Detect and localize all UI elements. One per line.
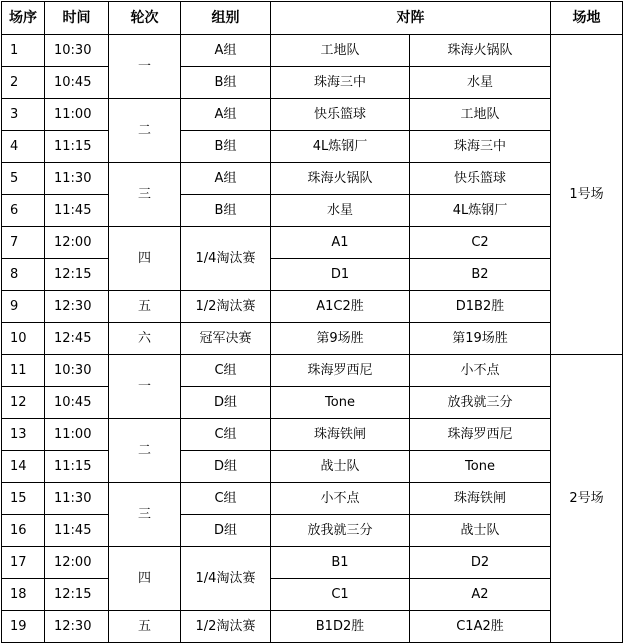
group-cell: A组 — [181, 99, 271, 131]
group-cell: A组 — [181, 35, 271, 67]
round-cell: 二 — [109, 99, 181, 163]
seq-cell: 7 — [2, 227, 45, 259]
table-row — [2, 579, 623, 611]
group-cell: 1/4淘汰赛 — [181, 547, 271, 611]
seq-cell: 4 — [2, 131, 45, 163]
team1-cell: C1 — [271, 579, 410, 611]
table-row — [2, 259, 623, 291]
header-venue: 场地 — [551, 2, 623, 35]
team2-cell: 珠海罗西尼 — [410, 419, 551, 451]
time-cell: 12:45 — [45, 323, 109, 355]
time-cell: 12:30 — [45, 611, 109, 643]
group-cell: 1/2淘汰赛 — [181, 291, 271, 323]
table-row — [2, 291, 623, 323]
team2-cell: 小不点 — [410, 355, 551, 387]
group-cell: B组 — [181, 67, 271, 99]
header-row — [2, 2, 623, 35]
team1-cell: 珠海三中 — [271, 67, 410, 99]
seq-cell: 8 — [2, 259, 45, 291]
time-cell: 11:30 — [45, 163, 109, 195]
team1-cell: 战士队 — [271, 451, 410, 483]
seq-cell: 17 — [2, 547, 45, 579]
round-cell: 四 — [109, 547, 181, 611]
team1-cell: B1 — [271, 547, 410, 579]
time-cell: 12:30 — [45, 291, 109, 323]
team2-cell: C1A2胜 — [410, 611, 551, 643]
seq-cell: 1 — [2, 35, 45, 67]
team2-cell: 第19场胜 — [410, 323, 551, 355]
time-cell: 10:45 — [45, 387, 109, 419]
seq-cell: 6 — [2, 195, 45, 227]
team1-cell: 4L炼钢厂 — [271, 131, 410, 163]
time-cell: 11:30 — [45, 483, 109, 515]
team2-cell: 战士队 — [410, 515, 551, 547]
group-cell: 1/2淘汰赛 — [181, 611, 271, 643]
group-cell: A组 — [181, 163, 271, 195]
team2-cell: 4L炼钢厂 — [410, 195, 551, 227]
seq-cell: 3 — [2, 99, 45, 131]
header-match: 对阵 — [271, 2, 551, 35]
header-group: 组别 — [181, 2, 271, 35]
team1-cell: 工地队 — [271, 35, 410, 67]
table-row — [2, 163, 623, 195]
group-cell: D组 — [181, 387, 271, 419]
seq-cell: 13 — [2, 419, 45, 451]
team1-cell: Tone — [271, 387, 410, 419]
header-time: 时间 — [45, 2, 109, 35]
time-cell: 12:00 — [45, 547, 109, 579]
team2-cell: D2 — [410, 547, 551, 579]
time-cell: 11:45 — [45, 515, 109, 547]
team1-cell: 第9场胜 — [271, 323, 410, 355]
seq-cell: 5 — [2, 163, 45, 195]
table-row — [2, 355, 623, 387]
team1-cell: A1C2胜 — [271, 291, 410, 323]
time-cell: 11:45 — [45, 195, 109, 227]
time-cell: 11:00 — [45, 419, 109, 451]
team2-cell: B2 — [410, 259, 551, 291]
time-cell: 11:00 — [45, 99, 109, 131]
team1-cell: 快乐篮球 — [271, 99, 410, 131]
team1-cell: 珠海罗西尼 — [271, 355, 410, 387]
seq-cell: 16 — [2, 515, 45, 547]
round-cell: 三 — [109, 163, 181, 227]
seq-cell: 14 — [2, 451, 45, 483]
time-cell: 10:30 — [45, 355, 109, 387]
round-cell: 六 — [109, 323, 181, 355]
team2-cell: A2 — [410, 579, 551, 611]
team2-cell: 珠海铁闸 — [410, 483, 551, 515]
time-cell: 12:15 — [45, 259, 109, 291]
team1-cell: A1 — [271, 227, 410, 259]
group-cell: B组 — [181, 131, 271, 163]
table-row — [2, 99, 623, 131]
round-cell: 一 — [109, 35, 181, 99]
round-cell: 五 — [109, 611, 181, 643]
venue-cell: 2号场 — [551, 355, 623, 643]
team2-cell: 水星 — [410, 67, 551, 99]
team2-cell: 工地队 — [410, 99, 551, 131]
seq-cell: 2 — [2, 67, 45, 99]
round-cell: 五 — [109, 291, 181, 323]
time-cell: 11:15 — [45, 451, 109, 483]
table-row — [2, 387, 623, 419]
round-cell: 三 — [109, 483, 181, 547]
group-cell: D组 — [181, 515, 271, 547]
time-cell: 11:15 — [45, 131, 109, 163]
table-row — [2, 35, 623, 67]
team2-cell: 珠海三中 — [410, 131, 551, 163]
schedule-table — [1, 1, 623, 643]
seq-cell: 10 — [2, 323, 45, 355]
team2-cell: C2 — [410, 227, 551, 259]
header-round: 轮次 — [109, 2, 181, 35]
group-cell: 冠军决赛 — [181, 323, 271, 355]
header-seq: 场序 — [2, 2, 45, 35]
team1-cell: 放我就三分 — [271, 515, 410, 547]
table-row — [2, 323, 623, 355]
team2-cell: 放我就三分 — [410, 387, 551, 419]
seq-cell: 11 — [2, 355, 45, 387]
team2-cell: 快乐篮球 — [410, 163, 551, 195]
round-cell: 一 — [109, 355, 181, 419]
seq-cell: 19 — [2, 611, 45, 643]
team1-cell: B1D2胜 — [271, 611, 410, 643]
table-row — [2, 419, 623, 451]
time-cell: 10:30 — [45, 35, 109, 67]
group-cell: C组 — [181, 355, 271, 387]
table-row — [2, 195, 623, 227]
team2-cell: 珠海火锅队 — [410, 35, 551, 67]
team1-cell: 珠海铁闸 — [271, 419, 410, 451]
table-row — [2, 611, 623, 643]
group-cell: 1/4淘汰赛 — [181, 227, 271, 291]
group-cell: D组 — [181, 451, 271, 483]
team1-cell: 小不点 — [271, 483, 410, 515]
round-cell: 四 — [109, 227, 181, 291]
venue-cell: 1号场 — [551, 35, 623, 355]
round-cell: 二 — [109, 419, 181, 483]
team2-cell: Tone — [410, 451, 551, 483]
time-cell: 12:00 — [45, 227, 109, 259]
team1-cell: D1 — [271, 259, 410, 291]
table-row — [2, 131, 623, 163]
time-cell: 12:15 — [45, 579, 109, 611]
team1-cell: 水星 — [271, 195, 410, 227]
table-row — [2, 515, 623, 547]
seq-cell: 18 — [2, 579, 45, 611]
table-row — [2, 451, 623, 483]
time-cell: 10:45 — [45, 67, 109, 99]
seq-cell: 15 — [2, 483, 45, 515]
group-cell: B组 — [181, 195, 271, 227]
seq-cell: 9 — [2, 291, 45, 323]
seq-cell: 12 — [2, 387, 45, 419]
table-row — [2, 547, 623, 579]
group-cell: C组 — [181, 483, 271, 515]
team1-cell: 珠海火锅队 — [271, 163, 410, 195]
group-cell: C组 — [181, 419, 271, 451]
table-row — [2, 67, 623, 99]
table-row — [2, 483, 623, 515]
table-row — [2, 227, 623, 259]
team2-cell: D1B2胜 — [410, 291, 551, 323]
